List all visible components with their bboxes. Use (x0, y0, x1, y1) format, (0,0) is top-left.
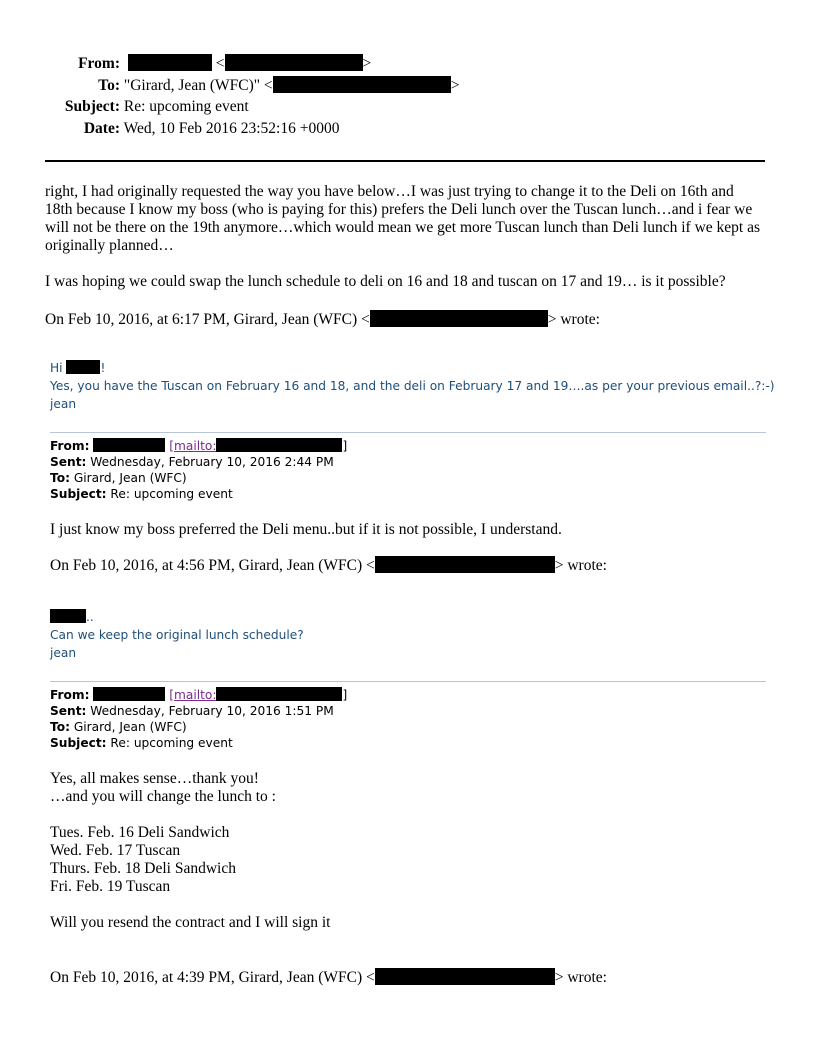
reply2-line: Can we keep the original lunch schedule? (50, 628, 304, 642)
orig1-to-label: To: (50, 471, 70, 485)
orig2-body-line-1: Yes, all makes sense…thank you! (50, 770, 259, 787)
redacted-sender-email (216, 687, 342, 701)
reply2-signature: jean (50, 646, 77, 660)
schedule-item: Tues. Feb. 16 Deli Sandwich (50, 824, 230, 841)
orig2-from-row (50, 687, 347, 703)
orig2-body-line-2: …and you will change the lunch to : (50, 788, 276, 805)
orig2-subject-row (50, 735, 233, 751)
quote-separator (50, 681, 766, 682)
reply1-exclaim: ! (100, 361, 106, 375)
orig1-subject-value: Re: upcoming event (110, 487, 233, 501)
orig1-subject-row (50, 486, 233, 502)
orig2-subject-value: Re: upcoming event (110, 736, 233, 750)
quote-intro-suffix: > wrote: (547, 311, 600, 328)
mailto-open: [mailto: (169, 439, 217, 453)
orig2-to-label: To: (50, 720, 70, 734)
quote-intro-text: On Feb 10, 2016, at 4:56 PM, Girard, Jean (WFC) < (50, 557, 375, 574)
reply1-greeting (50, 359, 105, 377)
orig1-to-row (50, 470, 187, 486)
orig2-sent-label: Sent: (50, 704, 87, 718)
orig1-sent-value: Wednesday, February 10, 2016 2:44 PM (90, 455, 334, 469)
message-paragraph-1: right, I had originally requested the way you have below…I was just trying to change it to the Deli on 16th and 18th because I know my boss (who is paying for this) prefers the Deli lunch over the Tuscan lunch…and i fear we will not be there on the 19th anymore…which would mean we get more Tuscan lunch than Deli lunch if we kept as originally planned… (45, 183, 760, 254)
orig2-to-value: Girard, Jean (WFC) (73, 720, 187, 734)
reply2-greeting (50, 608, 94, 626)
orig1-to-value: Girard, Jean (WFC) (73, 471, 187, 485)
orig1-sent-row (50, 454, 334, 470)
subject-label: Subject: (64, 98, 120, 115)
mailto-close: ] (342, 688, 348, 702)
mailto-close: ] (342, 439, 348, 453)
to-gt: > (450, 77, 460, 94)
reply1-line: Yes, you have the Tuscan on February 16 and 18, and the deli on February 17 and 19….as per your previous email..?:-) (50, 379, 775, 393)
redacted-email (370, 310, 548, 327)
date-value: Wed, 10 Feb 2016 23:52:16 +0000 (123, 120, 340, 137)
mailto-link[interactable] (169, 688, 342, 702)
redacted-email (375, 556, 555, 573)
message-paragraph-2: I was hoping we could swap the lunch schedule to deli on 16 and 18 and tuscan on 17 and 19… is it possible? (45, 273, 726, 290)
orig2-from-label: From: (50, 688, 90, 702)
quote-intro-suffix: > wrote: (554, 969, 607, 986)
orig1-quote-intro (50, 556, 607, 575)
schedule-item: Wed. Feb. 17 Tuscan (50, 842, 181, 859)
redacted-sender-name (128, 54, 212, 71)
subject-value: Re: upcoming event (123, 98, 249, 115)
redacted-sender-name (93, 438, 165, 452)
quote-intro-text: On Feb 10, 2016, at 6:17 PM, Girard, Jean (WFC) < (45, 311, 370, 328)
reply1-signature: jean (50, 397, 77, 411)
header-date-row (0, 120, 339, 138)
orig2-sent-value: Wednesday, February 10, 2016 1:51 PM (90, 704, 334, 718)
header-to-row (0, 76, 459, 95)
from-label: From: (78, 55, 120, 72)
mailto-open: [mailto: (169, 688, 217, 702)
header-divider (45, 160, 765, 162)
redacted-name (66, 360, 100, 374)
to-label: To: (98, 77, 120, 94)
reply1-hi: Hi (50, 361, 63, 375)
redacted-sender-name (93, 687, 165, 701)
redacted-name (50, 609, 86, 623)
header-from-row (0, 54, 371, 73)
redacted-recipient-email (273, 76, 451, 93)
orig2-quote-intro (50, 968, 607, 987)
reply2-greeting-suffix: .. (86, 610, 94, 624)
quote-separator (50, 432, 766, 433)
quote-intro-text: On Feb 10, 2016, at 4:39 PM, Girard, Jean (WFC) < (50, 969, 375, 986)
from-lt: < (215, 55, 225, 72)
orig1-subject-label: Subject: (50, 487, 107, 501)
orig1-from-label: From: (50, 439, 90, 453)
date-label: Date: (83, 120, 120, 137)
mailto-link[interactable] (169, 439, 342, 453)
redacted-email (375, 968, 555, 985)
orig1-sent-label: Sent: (50, 455, 87, 469)
orig2-subject-label: Subject: (50, 736, 107, 750)
message-quote-intro (45, 310, 765, 329)
orig1-from-row (50, 438, 347, 454)
redacted-sender-email (225, 54, 363, 71)
orig2-closing: Will you resend the contract and I will sign it (50, 914, 331, 931)
schedule-item: Fri. Feb. 19 Tuscan (50, 878, 171, 895)
redacted-sender-email (216, 438, 342, 452)
from-gt: > (362, 55, 372, 72)
to-value: "Girard, Jean (WFC)" < (123, 77, 273, 94)
orig2-to-row (50, 719, 187, 735)
header-subject-row (0, 98, 249, 116)
schedule-item: Thurs. Feb. 18 Deli Sandwich (50, 860, 236, 877)
orig1-body: I just know my boss preferred the Deli menu..but if it is not possible, I understand. (50, 521, 562, 538)
quote-intro-suffix: > wrote: (554, 557, 607, 574)
orig2-sent-row (50, 703, 334, 719)
